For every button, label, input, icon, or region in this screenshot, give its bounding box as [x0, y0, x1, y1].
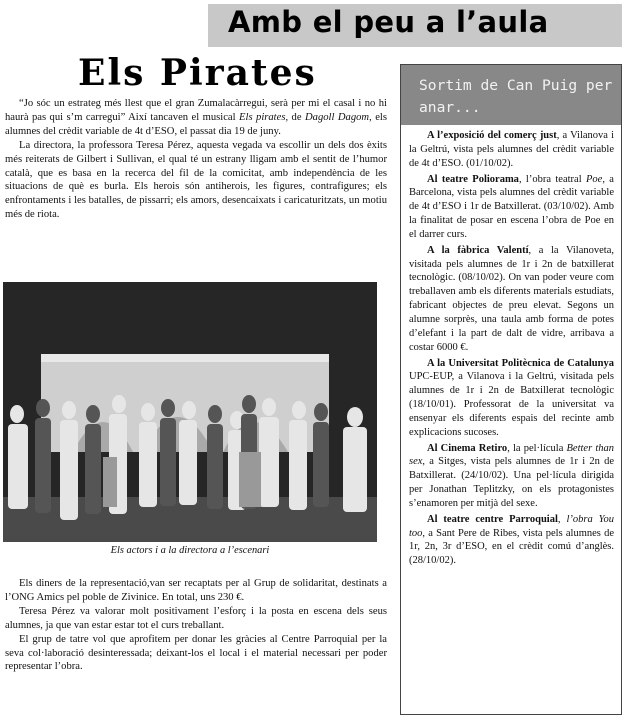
sidebar-item-text: , l’obra teatral [518, 173, 586, 185]
sidebar-item-lead: A la Universitat Politècnica de Catalunya [427, 357, 614, 369]
sidebar-item-lead: A l’exposició del comerç just [427, 130, 557, 141]
stage-photo [3, 282, 377, 542]
outings-sidebar [400, 64, 622, 715]
sidebar-item-lead: Al teatre Poliorama [427, 173, 519, 185]
sidebar-item-text: , la pel·lícula [507, 442, 567, 454]
photo-caption: Els actors i a la directora a l’escenari [110, 545, 270, 556]
sidebar-item-text: , a la Vilanoveta, visitada pels alumnes de 1r i 2n de batxillerat tecnològic. (08/10/02). On van poder veure com treballaven amb els diferents materials estudiats, fabricant objectes de preu elevat. Segons un alumne sorprès, una taula amb forma de potes d’elefant i la part de dalt de vidre, arribava a costar 6000 €. [409, 244, 614, 353]
sidebar-item-text: , a Vilanova i la Geltrú, vista pels alumnes del crèdit variable de 4t d’ESO. (01/10/02). [409, 130, 614, 169]
sidebar-item [409, 244, 614, 355]
outro-paragraph-3: El grup de tatre vol que aprofitem per donar les gràcies al Centre Parroquial per la seva col·laboració desinteressada; deixant-los el local i el material necessari per poder representar l’obra. [5, 633, 387, 673]
sidebar-list [409, 129, 614, 570]
intro-text-italic-2: Dagoll Dagom [305, 111, 370, 123]
sidebar-item-lead: Al teatre centre Parroquial [427, 513, 558, 525]
sidebar-item [409, 442, 614, 511]
intro-text-b: , de [285, 111, 306, 123]
article-title: Els Pirates [78, 52, 317, 94]
sidebar-item-text-after: , a Sant Pere de Ribes, vista pels alumnes de 1r, 2n, 3r d’ESO, en el crèdit comú d’anglès. (28/10/02). [409, 527, 614, 567]
sidebar-item-text: , [557, 513, 567, 525]
sidebar-item-italic: Better than sex [409, 442, 614, 468]
article-outro [5, 577, 387, 674]
sidebar-item [409, 129, 614, 171]
intro-text-c: , els alumnes del crèdit variable de 4t d’ESO, el passat dia 19 de juny. [5, 111, 387, 137]
intro-paragraph-1 [5, 97, 387, 139]
sidebar-item-italic: l’obra You too [409, 513, 614, 539]
sidebar-title: Sortim de Can Puig per anar... [419, 77, 613, 116]
outro-paragraph-2: Teresa Pérez va valorar molt positivament l’esforç i la posta en escena dels seus alumnes, ja que van estar estar tot el curs treballant. [5, 605, 387, 631]
article-intro [5, 97, 387, 222]
sidebar-item-text-after: , a Barcelona, vista pels alumnes del crèdit variable de 4t d’ESO i 1r de Batxillerat. (03/10/02). Amb la finalitat de posar en escena l’obra de Poe en el darrer curs. [409, 173, 614, 240]
sidebar-item-text: UPC-EUP, a Vilanova i la Geltrú, visitada pels alumnes de 1r i 2n de Batxillerat tecnològic (18/10/01). Professorat de la universitat va ensenyar els diferents espais del recinte amb explicacions sucoses. [409, 371, 614, 438]
intro-text-italic-1: Els pirates [239, 111, 286, 123]
stage-photo-illustration [3, 282, 377, 542]
intro-text-a: “Jo sóc un estrateg més llest que el gran Zumalacàrregui, serà per mi el casal i no hi haurà pas qui s’m carregui” Així tancaven el musical [5, 98, 387, 123]
sidebar-item [409, 173, 614, 242]
sidebar-item [409, 513, 614, 568]
outro-paragraph-1: Els diners de la representació,van ser recaptats per al Grup de solidaritat, destinats a l’ONG Amics pel poble de Zivinice. En total, uns 230 €. [5, 578, 387, 603]
sidebar-item-lead: A la fàbrica Valentí [427, 244, 529, 256]
sidebar-header [401, 65, 621, 125]
sidebar-item-text-after: , a Sitges, vista pels alumnes de 1r i 2n de Batxillerat. (24/10/02). Una pel·lícula dirigida per Jonathan Teplitzky, on els protagonistes s’enamoren per mitjà del sexe. [409, 456, 614, 509]
intro-paragraph-2: La directora, la professora Teresa Pérez, aquesta vegada va escollir un dels dos èxits més reiterats de Gilbert i Sullivan, el qual té un estrany lligam amb el sentit de l’humor català, que es basa en la recerca del fil de la comicitat, amb independència de les situacions de què es burla. Els herois són antiherois, les figures, contrafigures; els enfrontaments i les batalles, de pissarri; els amors, desencaixats i caricaturitzats, un motiu més de riota. [5, 139, 387, 221]
section-title: Amb el peu a l’aula [228, 5, 549, 39]
sidebar-item-italic: Poe [585, 173, 603, 185]
sidebar-item-lead: Al Cinema Retiro [427, 442, 508, 454]
sidebar-item [409, 357, 614, 440]
